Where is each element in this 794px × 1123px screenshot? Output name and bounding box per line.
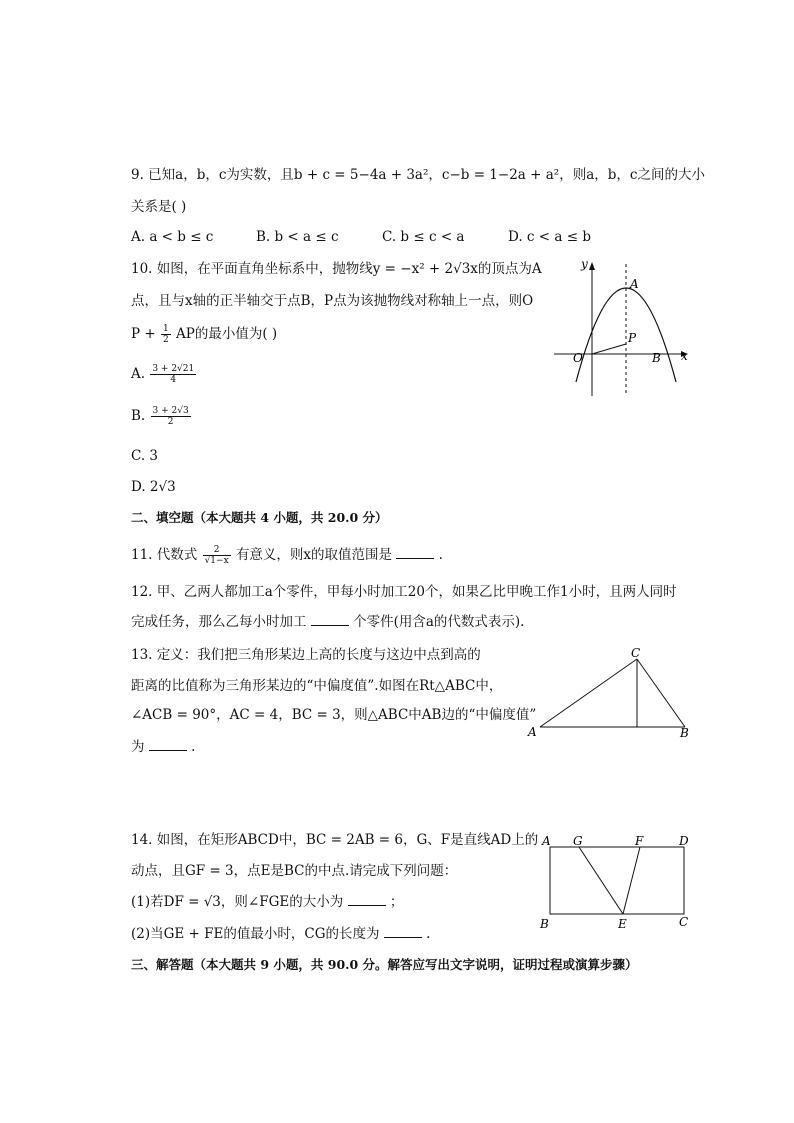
q10-option-b-denominator: 2 — [167, 417, 174, 427]
q14-answer-blank-2 — [384, 925, 422, 938]
q10-option-b-label: B. — [131, 408, 146, 424]
q11-line — [131, 545, 443, 566]
q10-option-b-fraction — [151, 406, 191, 427]
section-2-heading: 二、填空题（本大题共 4 小题，共 20.0 分） — [131, 510, 388, 525]
q10-line3-pre: P + — [131, 326, 156, 342]
q12-line2-pre: 完成任务，那么乙每小时加工 — [131, 614, 307, 630]
label-c: C — [679, 915, 689, 929]
q11-post: 有意义，则x的取值范围是 — [235, 547, 393, 563]
label-b: B — [652, 351, 661, 365]
q12-line2-post: 个零件(用含a的代数式表示). — [353, 614, 525, 630]
q9-option-c: C. b ≤ c < a — [382, 229, 465, 245]
q12-line2 — [131, 613, 524, 631]
q9-option-d: D. c < a ≤ b — [508, 229, 591, 245]
q14-line4 — [131, 925, 430, 943]
label-g: G — [573, 834, 583, 848]
q14-line1: 14. 如图，在矩形ABCD中，BC = 2AB = 6，G、F是直线AD上的 — [131, 832, 539, 848]
label-b: B — [540, 917, 549, 931]
q11-fraction — [203, 545, 231, 566]
q14-line3 — [131, 893, 403, 911]
q13-line1: 13. 定义：我们把三角形某边上高的长度与这边中点到高的 — [131, 647, 481, 663]
label-a: A — [630, 277, 639, 291]
q13-line4 — [131, 738, 195, 756]
side-ac — [540, 659, 637, 727]
q9-option-b: B. b < a ≤ c — [256, 229, 339, 245]
label-o: O — [573, 351, 583, 365]
q13-line3: ∠ACB = 90°，AC = 4，BC = 3，则△ABC中AB边的“中偏度值” — [131, 707, 537, 723]
q10-option-a-label: A. — [131, 366, 146, 382]
segment-ge — [579, 847, 623, 914]
q10-fraction — [161, 324, 171, 345]
q9-line1: 9. 已知a，b，c为实数，且b + c = 5−4a + 3a²，c−b = 1−2a + a²，则a，b，c之间的大小 — [131, 167, 705, 183]
q12-answer-blank — [311, 613, 349, 626]
q9-option-a: A. a < b ≤ c — [131, 229, 214, 245]
rectangle-abcd — [550, 847, 684, 914]
q10-line3 — [131, 324, 277, 345]
q10-fraction-numerator: 1 — [162, 324, 169, 334]
q10-option-a-fraction — [150, 364, 196, 385]
label-a: A — [528, 725, 537, 739]
q11-answer-blank — [396, 546, 434, 559]
q10-line3-post: AP的最小值为( ) — [176, 326, 278, 342]
q14-line2: 动点，且GF = 3，点E是BC的中点.请完成下列问题： — [131, 863, 458, 879]
q10-option-a — [131, 364, 197, 385]
q10-option-b-numerator: 3 + 2√3 — [152, 406, 189, 416]
q10-line2: 点，且与x轴的正半轴交于点B，P点为该抛物线对称轴上一点，则O — [131, 293, 534, 309]
y-axis-arrow-icon — [589, 262, 595, 270]
q11-fraction-numerator: 2 — [203, 545, 231, 556]
q10-option-a-numerator: 3 + 2√21 — [152, 364, 195, 374]
q10-line1: 10. 如图，在平面直角坐标系中，抛物线y = −x² + 2√3x的顶点为A — [131, 261, 542, 277]
q10-option-a-denominator: 4 — [170, 375, 177, 385]
side-bc — [637, 659, 685, 727]
segment-op — [592, 344, 626, 354]
q13-line4-end: . — [191, 739, 196, 755]
q11-fraction-denominator: √1−x — [204, 556, 229, 566]
q13-triangle-figure — [520, 644, 700, 740]
q13-line4-pre: 为 — [131, 739, 145, 755]
label-b: B — [680, 726, 689, 740]
label-p: P — [628, 331, 637, 345]
section-3-heading: 三、解答题（本大题共 9 小题，共 90.0 分。解答应写出文字说明，证明过程或演算步骤） — [131, 957, 638, 972]
q14-line3-end: ； — [389, 894, 404, 910]
q11-pre: 11. 代数式 — [131, 547, 198, 563]
label-e: E — [618, 917, 627, 931]
q9-line2: 关系是( ) — [131, 199, 187, 215]
q12-line1: 12. 甲、乙两人都加工a个零件，甲每小时加工20个，如果乙比甲晚工作1小时，且两人同时 — [131, 584, 677, 600]
q14-line3-pre: (1)若DF = √3，则∠FGE的大小为 — [131, 894, 344, 910]
q10-parabola-figure — [548, 254, 696, 400]
segment-fe — [623, 847, 640, 914]
label-d: D — [679, 834, 689, 848]
q10-option-d: D. 2√3 — [131, 479, 176, 495]
label-y: y — [581, 257, 588, 271]
label-c: C — [631, 646, 641, 660]
q10-option-c: C. 3 — [131, 448, 159, 464]
q13-line2: 距离的比值称为三角形某边的“中偏度值”.如图在Rt△ABC中， — [131, 678, 503, 694]
q14-line4-end: . — [426, 926, 431, 942]
q10-fraction-denominator: 2 — [162, 335, 169, 345]
q14-answer-blank-1 — [348, 893, 386, 906]
label-f: F — [635, 834, 644, 848]
q10-option-b — [131, 406, 192, 427]
q13-answer-blank — [149, 738, 187, 751]
q14-line4-pre: (2)当GE + FE的值最小时，CG的长度为 — [131, 926, 380, 942]
label-a: A — [542, 834, 551, 848]
q14-rectangle-figure — [536, 830, 696, 934]
label-x: x — [681, 349, 688, 363]
q11-end: . — [438, 547, 443, 563]
